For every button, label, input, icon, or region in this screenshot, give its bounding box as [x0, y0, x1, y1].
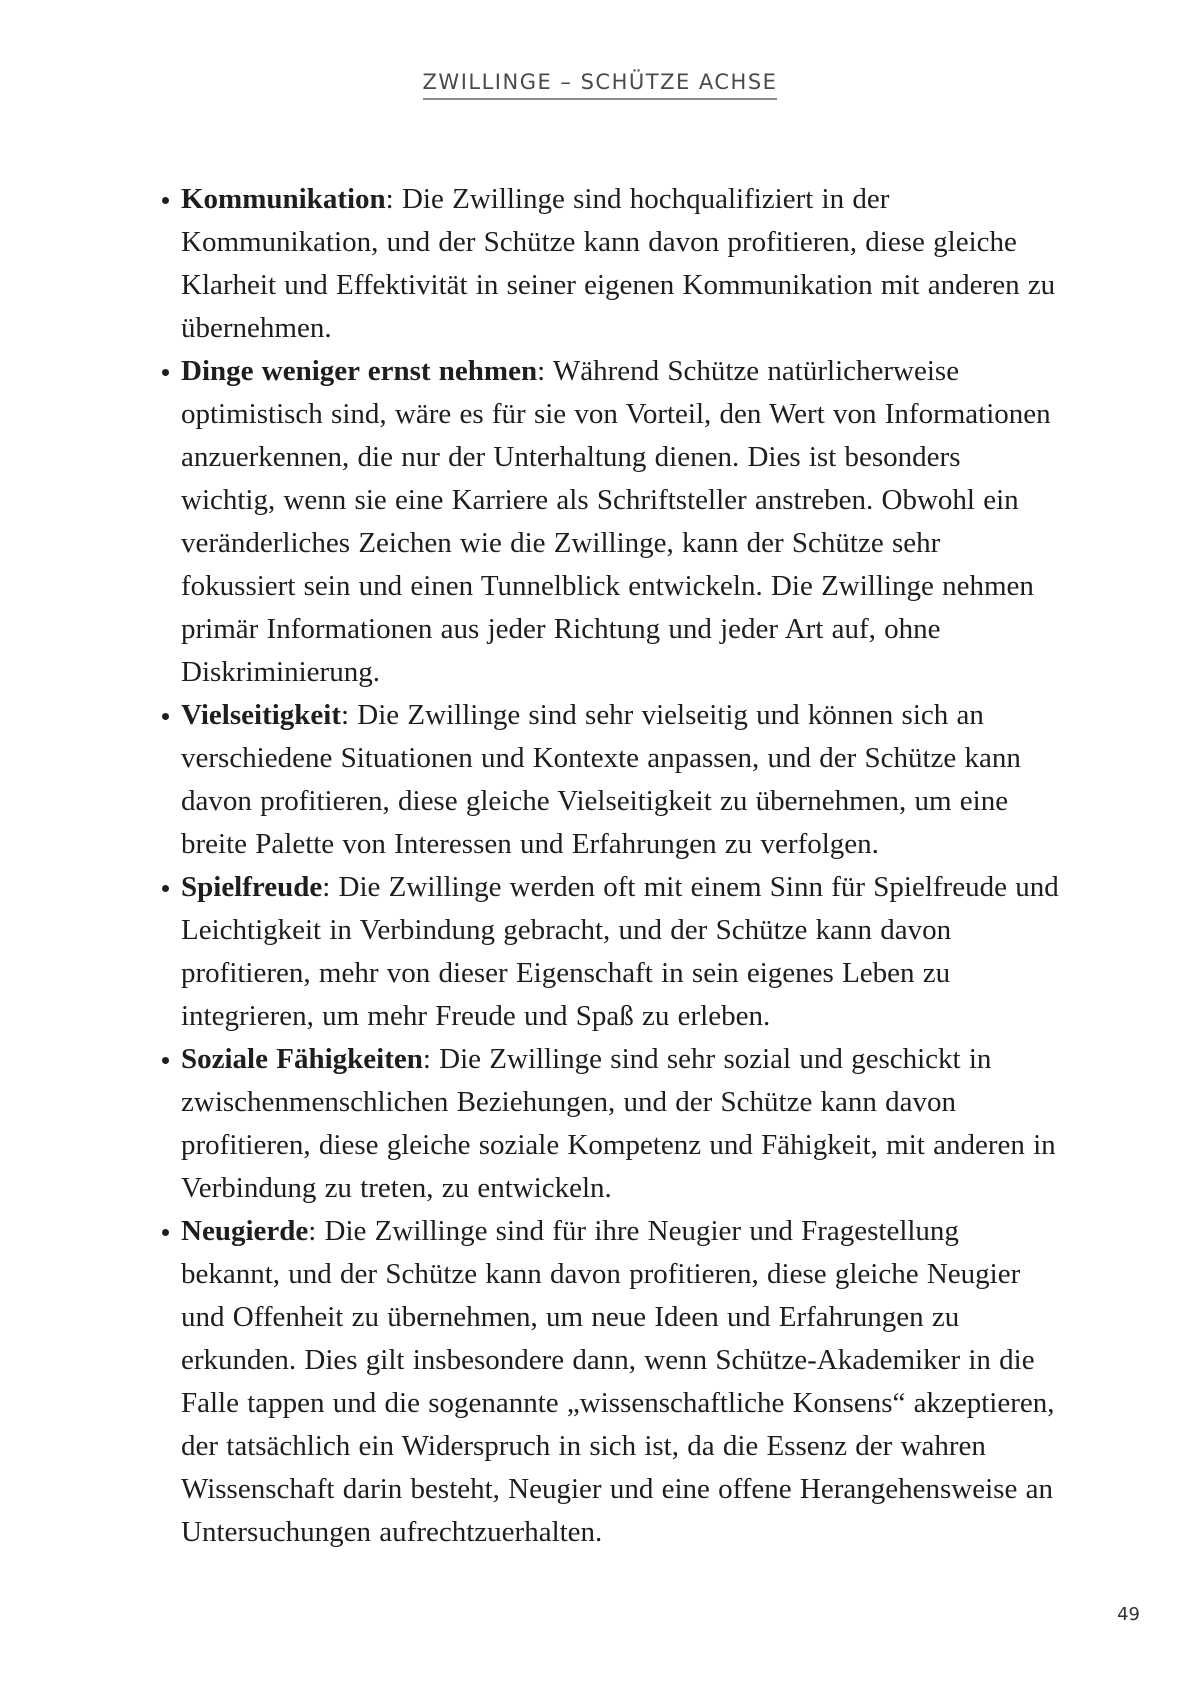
list-item-text: : Die Zwillinge sind sehr vielseitig und können sich an verschiedene Situationen und Kontexte anpassen, und der Schütze kann davon profitieren, diese gleiche Vielseitigkeit zu übernehmen, um eine breite Palette von Interessen und Erfahrungen zu verfolgen.	[181, 699, 1021, 860]
list-item-spielfreude	[162, 866, 1062, 1038]
list-item-text: : Die Zwillinge sind sehr sozial und geschickt in zwischenmenschlichen Beziehungen, und der Schütze kann davon profitieren, diese gleiche soziale Kompetenz und Fähigkeit, mit anderen in Verbindung zu treten, zu entwickeln.	[181, 1043, 1056, 1204]
list-item-soziale-faehigkeiten	[162, 1038, 1062, 1210]
running-head	[0, 70, 1200, 100]
list-item-term: Dinge weniger ernst nehmen	[181, 355, 538, 387]
list-item-term: Kommunikation	[181, 183, 386, 215]
bullet-icon	[162, 713, 169, 720]
list-item-term: Neugierde	[181, 1215, 309, 1247]
running-title: ZWILLINGE – SCHÜTZE ACHSE	[423, 70, 778, 100]
list-item-kommunikation	[162, 178, 1062, 350]
bullet-icon	[162, 1057, 169, 1064]
list-item-text: : Die Zwillinge sind für ihre Neugier und Fragestellung bekannt, und der Schütze kann davon profitieren, diese gleiche Neugier und Offenheit zu übernehmen, um neue Ideen und Erfahrungen zu erkunden. Dies gilt insbesondere dann, wenn Schütze-Akademiker in die Falle tappen und die sogenannte „wissenschaftliche Konsens“ akzeptieren, der tatsächlich ein Widerspruch in sich ist, da die Essenz der wahren Wissenschaft darin besteht, Neugier und eine offene Herangehensweise an Untersuchungen aufrechtzuerhalten.	[181, 1215, 1055, 1548]
list-item-term: Vielseitigkeit	[181, 699, 341, 731]
bullet-icon	[162, 369, 169, 376]
list-item-neugierde	[162, 1210, 1062, 1554]
bullet-icon	[162, 885, 169, 892]
list-item-vielseitigkeit	[162, 694, 1062, 866]
page-number: 49	[1117, 1604, 1140, 1625]
bullet-icon	[162, 1229, 169, 1236]
bullet-icon	[162, 197, 169, 204]
list-item-dinge-weniger-ernst-nehmen	[162, 350, 1062, 694]
list-item-term: Spielfreude	[181, 871, 323, 903]
list-item-text: : Während Schütze natürlicherweise optimistisch sind, wäre es für sie von Vorteil, den Wert von Informationen anzuerkennen, die nur der Unterhaltung dienen. Dies ist besonders wichtig, wenn sie eine Karriere als Schriftsteller anstreben. Obwohl ein veränderliches Zeichen wie die Zwillinge, kann der Schütze sehr fokussiert sein und einen Tunnelblick entwickeln. Die Zwillinge nehmen primär Informationen aus jeder Richtung und jeder Art auf, ohne Diskriminierung.	[181, 355, 1051, 688]
list-item-term: Soziale Fähigkeiten	[181, 1043, 423, 1075]
list-item-text: : Die Zwillinge sind hochqualifiziert in der Kommunikation, und der Schütze kann davon profitieren, diese gleiche Klarheit und Effektivität in seiner eigenen Kommunikation mit anderen zu übernehmen.	[181, 183, 1056, 344]
page-body	[162, 178, 1062, 1554]
bullet-list	[162, 178, 1062, 1554]
list-item-text: : Die Zwillinge werden oft mit einem Sinn für Spielfreude und Leichtigkeit in Verbindung gebracht, und der Schütze kann davon profitieren, mehr von dieser Eigenschaft in sein eigenes Leben zu integrieren, um mehr Freude und Spaß zu erleben.	[181, 871, 1059, 1032]
